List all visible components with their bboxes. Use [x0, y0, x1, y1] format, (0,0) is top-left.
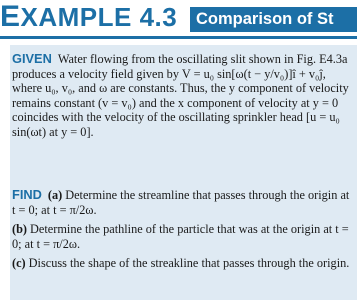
find-a-label: (a): [47, 188, 63, 202]
find-part-c: [12, 256, 350, 271]
header-rule: [0, 36, 357, 39]
example-header: [0, 0, 357, 39]
find-b-text: Determine the pathline of the particle that was at the origin at t = 0; at t = π/2ω.: [12, 222, 349, 251]
find-c-label: (c): [12, 256, 26, 270]
find-part-b: [12, 222, 350, 251]
find-a-text: Determine the streamline that passes through the origin at t = 0; at t = π/2ω.: [12, 188, 350, 217]
example-number: EXAMPLE 4.3: [0, 0, 178, 33]
find-b-label: (b): [12, 222, 28, 236]
find-section: [12, 188, 350, 217]
given-text: Water flowing from the oscillating slit shown in Fig. E4.3a produces a velocity field given by V = u₀ sin[ω(t − y/v₀)]î + v₀ĵ, where u₀, v₀, and ω are constants. Thus, the y component of velocity remains constant (v = v₀) and the x component of velocity at y = 0 coincides with the velocity of the oscillating sprinkler head [u = u₀ sin(ωt) at y = 0].: [12, 52, 349, 139]
find-label: FIND: [12, 187, 42, 202]
find-c-text: Discuss the shape of the streakline that passes through the origin.: [28, 256, 350, 270]
example-title: Comparison of St: [196, 10, 334, 28]
given-label: GIVEN: [12, 51, 52, 66]
given-section: [12, 52, 350, 140]
example-title-bar: [190, 7, 357, 32]
